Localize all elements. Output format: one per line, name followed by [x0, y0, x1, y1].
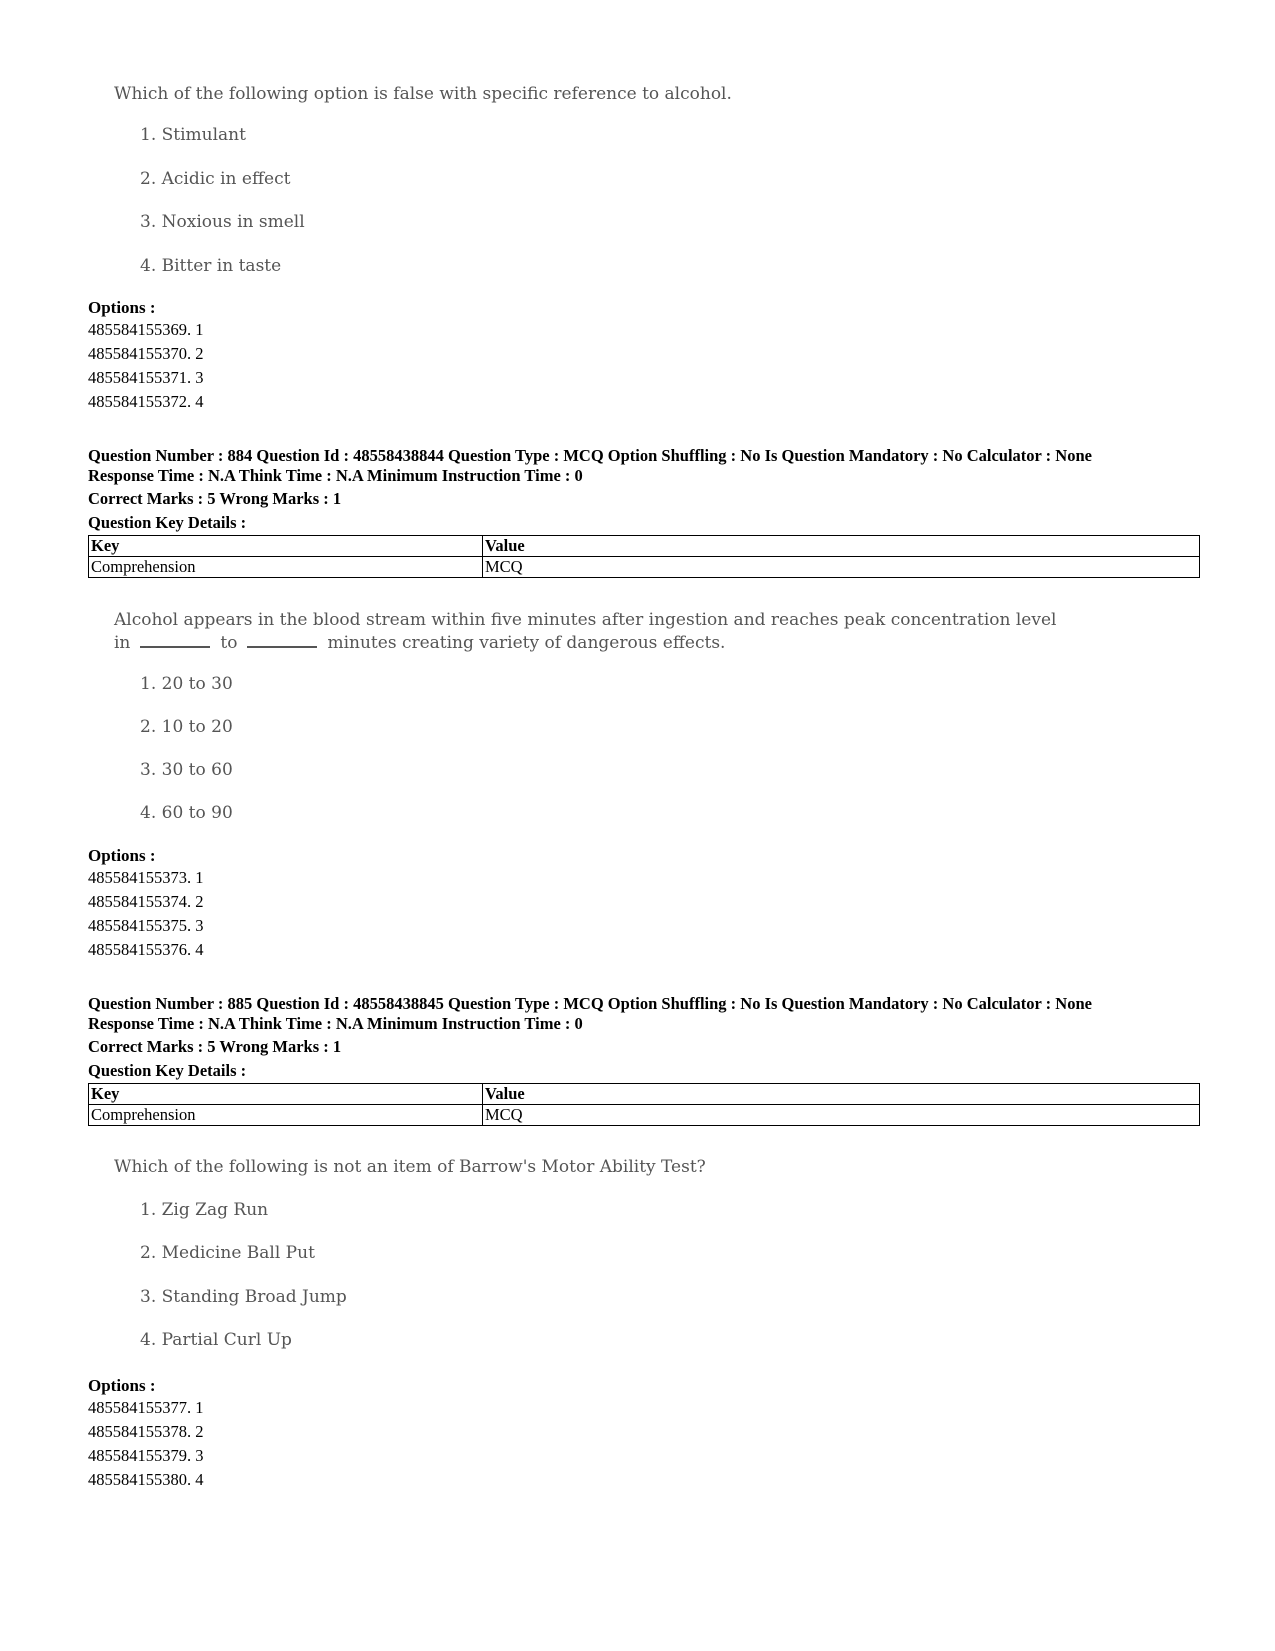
option-item: 485584155375. 3	[88, 916, 204, 935]
option-item: 485584155377. 1	[88, 1398, 204, 1417]
question-meta-885	[88, 994, 1200, 1126]
table-cell-value: MCQ	[483, 1105, 1200, 1126]
key-details-label: Question Key Details :	[88, 513, 247, 532]
key-details-table	[88, 535, 1200, 578]
options-label: Options :	[88, 1376, 156, 1395]
choice-2: 2. Medicine Ball Put	[140, 1243, 315, 1263]
question-text-line-1: Alcohol appears in the blood stream within five minutes after ingestion and reaches peak concentration level	[114, 610, 1057, 630]
question-text-line-2	[114, 632, 725, 655]
option-item: 485584155370. 2	[88, 344, 204, 363]
choice-4: 4. Partial Curl Up	[140, 1330, 292, 1350]
question-text-in: in	[114, 633, 131, 653]
option-item: 485584155376. 4	[88, 940, 204, 959]
options-section-b	[88, 846, 1200, 962]
choice-2: 2. Acidic in effect	[140, 169, 291, 189]
meta-line-1: Question Number : 885 Question Id : 48558438845 Question Type : MCQ Option Shuffling : No Is Question Mandatory : No Calculator : None	[88, 994, 1092, 1013]
answer-blank	[247, 632, 317, 648]
choice-3: 3. Standing Broad Jump	[140, 1287, 347, 1307]
choice-1: 1. Zig Zag Run	[140, 1200, 269, 1220]
table-header-row	[89, 1084, 1200, 1105]
meta-line-2: Response Time : N.A Think Time : N.A Minimum Instruction Time : 0	[88, 1014, 583, 1033]
table-header-key: Key	[89, 1084, 483, 1105]
table-row	[89, 557, 1200, 578]
meta-line-2: Response Time : N.A Think Time : N.A Minimum Instruction Time : 0	[88, 466, 583, 485]
table-header-row	[89, 536, 1200, 557]
table-header-value: Value	[483, 1084, 1200, 1105]
options-label: Options :	[88, 846, 156, 865]
table-cell-key: Comprehension	[89, 557, 483, 578]
choice-1: 1. Stimulant	[140, 125, 246, 145]
table-cell-key: Comprehension	[89, 1105, 483, 1126]
options-label: Options :	[88, 298, 156, 317]
options-section-c	[88, 1376, 1200, 1492]
options-section-a	[88, 298, 1200, 414]
key-details-label: Question Key Details :	[88, 1061, 247, 1080]
option-item: 485584155379. 3	[88, 1446, 204, 1465]
option-item: 485584155378. 2	[88, 1422, 204, 1441]
option-item: 485584155369. 1	[88, 320, 204, 339]
question-meta-884	[88, 446, 1200, 578]
option-item: 485584155380. 4	[88, 1470, 204, 1489]
question-text-to: to	[220, 633, 238, 653]
answer-blank	[140, 632, 210, 648]
option-item: 485584155371. 3	[88, 368, 204, 387]
table-cell-value: MCQ	[483, 557, 1200, 578]
choice-3: 3. 30 to 60	[140, 760, 233, 780]
marks-line: Correct Marks : 5 Wrong Marks : 1	[88, 489, 342, 508]
option-item: 485584155372. 4	[88, 392, 204, 411]
choice-4: 4. Bitter in taste	[140, 256, 282, 276]
choice-4: 4. 60 to 90	[140, 803, 233, 823]
choice-2: 2. 10 to 20	[140, 717, 233, 737]
option-item: 485584155374. 2	[88, 892, 204, 911]
option-item: 485584155373. 1	[88, 868, 204, 887]
meta-line-1: Question Number : 884 Question Id : 48558438844 Question Type : MCQ Option Shuffling : No Is Question Mandatory : No Calculator : None	[88, 446, 1092, 465]
table-header-value: Value	[483, 536, 1200, 557]
question-text: Which of the following option is false with specific reference to alcohol.	[114, 84, 732, 104]
table-header-key: Key	[89, 536, 483, 557]
table-row	[89, 1105, 1200, 1126]
choice-1: 1. 20 to 30	[140, 674, 233, 694]
question-text: Which of the following is not an item of Barrow's Motor Ability Test?	[114, 1157, 706, 1177]
question-text-rest: minutes creating variety of dangerous effects.	[327, 633, 726, 653]
key-details-table	[88, 1083, 1200, 1126]
choice-3: 3. Noxious in smell	[140, 212, 305, 232]
marks-line: Correct Marks : 5 Wrong Marks : 1	[88, 1037, 342, 1056]
